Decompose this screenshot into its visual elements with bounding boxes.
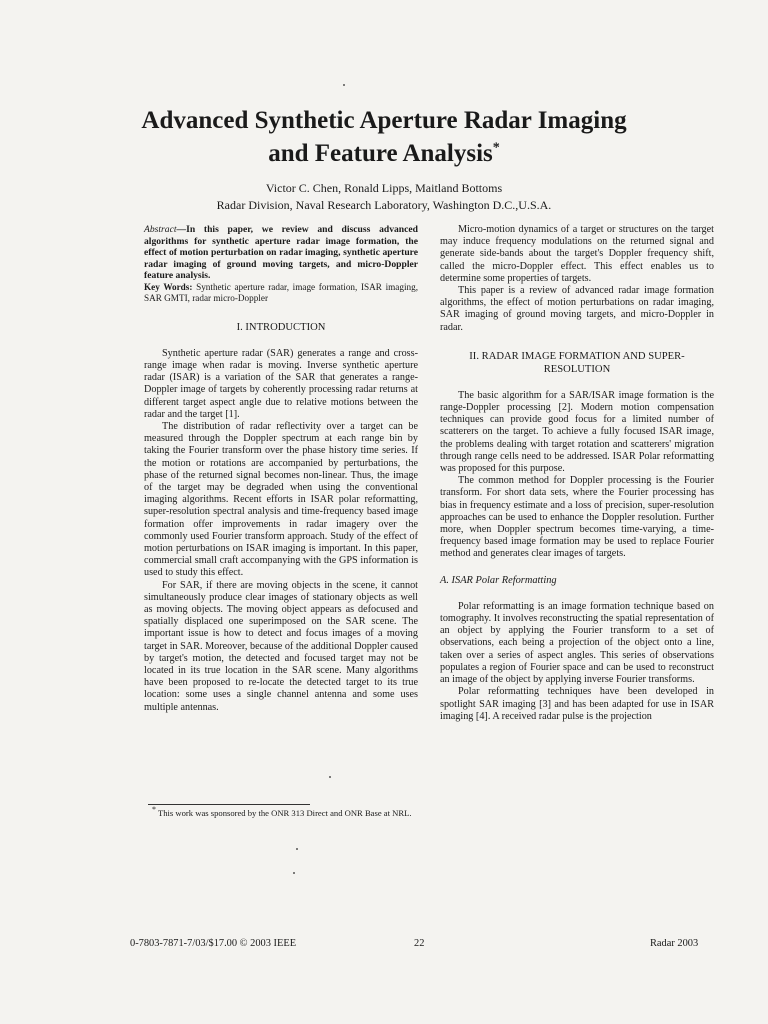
title-line-2: and Feature Analysis [268, 140, 493, 167]
paper-title [0, 104, 768, 170]
footer-copyright: 0-7803-7871-7/03/$17.00 © 2003 IEEE [130, 938, 297, 949]
footnote-marker: * [152, 805, 156, 815]
paragraph: Polar reformatting techniques have been developed in spotlight SAR imaging [3] and has been adapted for use in ISAR imaging [4]. A received radar pulse is the projection [440, 686, 714, 722]
title-line-1: Advanced Synthetic Aperture Radar Imaging [141, 107, 627, 134]
section-heading-introduction: I. INTRODUCTION [236, 321, 326, 333]
footer-conference: Radar 2003 [650, 938, 699, 949]
right-column [440, 224, 714, 723]
paragraph: Micro-motion dynamics of a target or structures on the target may induce frequency modulations on the returned signal and generate side-bands about the target's Doppler frequency shift, called the micro-Doppler effect. This effect enables us to determine some properties of targets. [440, 224, 714, 284]
scan-speck [293, 872, 295, 874]
paragraph: Synthetic aperture radar (SAR) generates a range and cross-range image when radar is moving. Inverse synthetic aperture radar (ISAR) is a variation of the SAR that generates a range-Doppler image of targets by coherently processing radar returns at different target aspect angle due to relative motions between the radar and the target [1]. [144, 347, 418, 420]
keywords-label: Key Words: [144, 281, 193, 292]
paragraph: This paper is a review of advanced radar image formation algorithms, the effect of motion perturbations on radar imaging, SAR imaging of ground moving targets, and micro-Doppler in radar. [440, 285, 714, 333]
paragraph: Polar reformatting is an image formation technique based on tomography. It involves reconstructing the spatial representation of an object by applying the Fourier transform to a set of observations, each being a projection of the object onto a line, taken over a series of aspect angles. This series of observations populates a region of Fourier space and can be used to reconstruct an image of the object by applying inverse Fourier transforms. [440, 600, 714, 686]
abstract-lead: Abstract [144, 224, 177, 235]
footnote-divider [148, 804, 310, 805]
page-number: 22 [414, 938, 425, 949]
left-column [144, 224, 418, 714]
paragraph: The distribution of radar reflectivity over a target can be measured through the Doppler spectrum at each range bin by taking the Fourier transform over the phase history time series. If the motion or rotations are accompanied by perturbations, the phase of the returned signal becomes non-linear. Thus, the image of the target may be degraded when using the conventional imaging algorithms. Recent efforts in ISAR polar reformatting, super-resolution spectral analysis and time-frequency based image formation offer improvements in radar imagery over the commonly used Fourier transform approach. Study of the effect of motion perturbations on ISAR imaging is important. In this paper, commercial small craft accompanying with the GPS information is used to study this effect. [144, 421, 418, 579]
scan-speck [343, 84, 345, 86]
keywords [144, 282, 418, 305]
author-block [0, 180, 768, 214]
author-affiliation: Radar Division, Naval Research Laboratory, Washington D.C.,U.S.A. [216, 198, 552, 212]
section-heading-image-formation: II. RADAR IMAGE FORMATION AND SUPER-RESOLUTION [469, 350, 685, 375]
scan-speck [296, 848, 298, 850]
footnote-text: This work was sponsored by the ONR 313 Direct and ONR Base at NRL. [158, 808, 412, 818]
scan-speck [329, 776, 331, 778]
author-names: Victor C. Chen, Ronald Lipps, Maitland Bottoms [265, 181, 503, 195]
abstract-text: —In this paper, we review and discuss advanced algorithms for synthetic aperture radar image formation, the effect of motion perturbation on radar imaging, synthetic aperture radar imaging of ground moving targets, and micro-Doppler feature analysis. [144, 224, 418, 282]
paragraph: For SAR, if there are moving objects in the scene, it cannot simultaneously produce clear images of stationary objects as well as moving objects. The moving object appears as defocused and spatially displaced one superimposed on the SAR scene. The important issue is how to detect and focus images of a moving target in SAR. Moreover, because of the additional Doppler caused by target's motion, the detected and focused target may not be located in its true location in the SAR scene. Many algorithms have been proposed to re-locate the detected target to its true location: some uses a single channel antenna and some uses multiple antennas. [144, 579, 418, 713]
title-footnote-marker: * [492, 140, 500, 156]
keywords-text: Synthetic aperture radar, image formation, ISAR imaging, SAR GMTI, radar micro-Doppler [144, 281, 418, 304]
subsection-heading-polar-reformatting: A. ISAR Polar Reformatting [440, 574, 557, 586]
abstract [144, 224, 418, 282]
paragraph: The basic algorithm for a SAR/ISAR image formation is the range-Doppler processing [2]. Modern motion compensation techniques can provide good focus for a limited number of scatterers on the target. To achieve a fully focused ISAR image, the problems dealing with target rotation and scatterers' migration through range cells need to be addressed. ISAR Polar reformatting was proposed for this purpose. [440, 389, 714, 475]
footnote [152, 805, 412, 819]
paragraph: The common method for Doppler processing is the Fourier transform. For short data sets, where the Fourier processing has bias in frequency estimate and a loss of precision, super-resolution approaches can be used to enhance the Doppler resolution. Further more, when Doppler spectrum becomes time-varying, a time-frequency based image formation may be used to replace Fourier method and generates clear images of targets. [440, 475, 714, 560]
